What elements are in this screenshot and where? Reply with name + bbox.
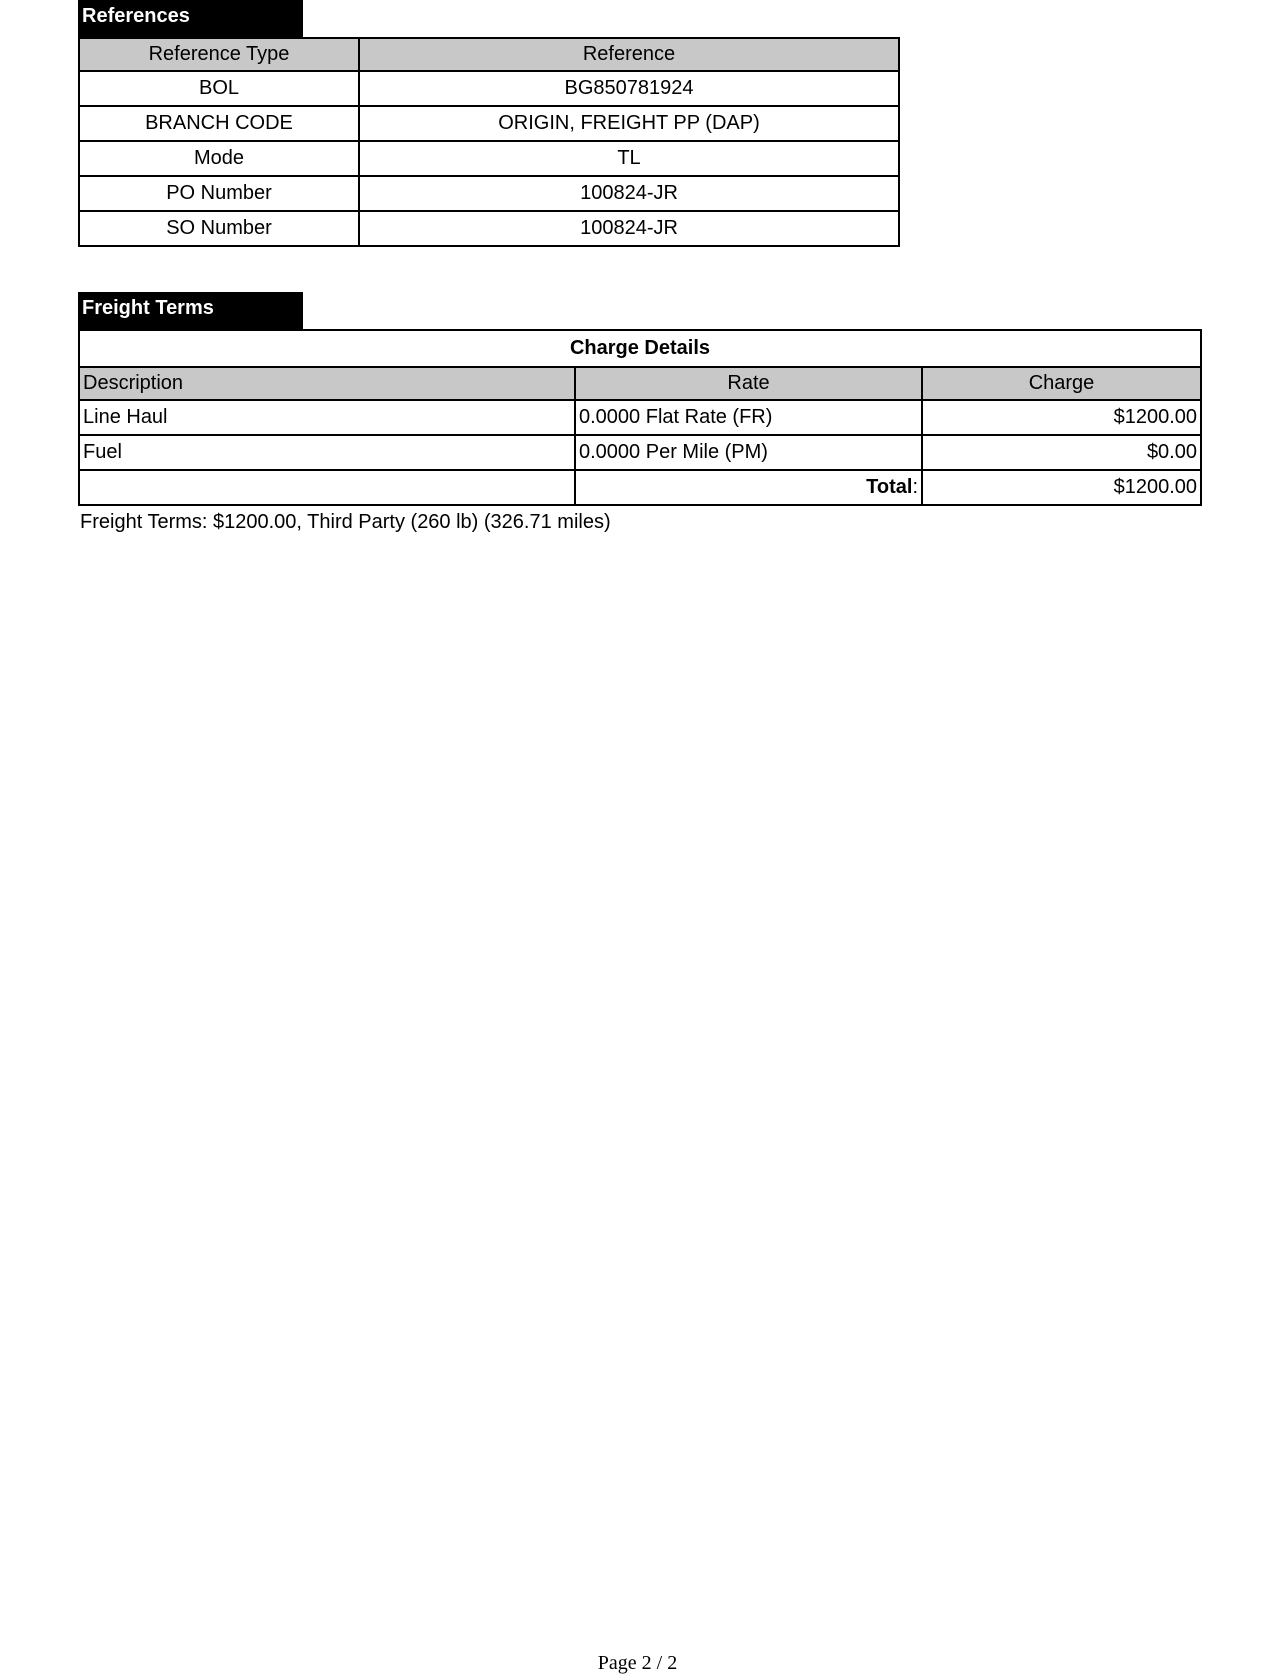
rate-header: Rate (575, 367, 922, 400)
total-label-cell (575, 470, 922, 505)
reference-header: Reference (359, 38, 899, 71)
charge-details-table (78, 329, 1202, 506)
total-empty-cell (79, 470, 575, 505)
reference-type-cell: BOL (79, 71, 359, 106)
charge-cell: $1200.00 (922, 400, 1201, 435)
reference-value-cell: TL (359, 141, 899, 176)
reference-type-header: Reference Type (79, 38, 359, 71)
table-row (79, 71, 899, 106)
references-header-row (79, 38, 899, 71)
freight-terms-summary: Freight Terms: $1200.00, Third Party (260 lb) (326.71 miles) (80, 511, 611, 533)
charge-header: Charge (922, 367, 1201, 400)
reference-value-cell: BG850781924 (359, 71, 899, 106)
charge-details-header-row (79, 367, 1201, 400)
total-value: $1200.00 (922, 470, 1201, 505)
page-number: Page 2 / 2 (597, 1652, 678, 1674)
table-row (79, 211, 899, 246)
description-cell: Fuel (79, 435, 575, 470)
reference-type-cell: Mode (79, 141, 359, 176)
references-header: References (78, 0, 303, 37)
reference-type-cell: PO Number (79, 176, 359, 211)
table-row (79, 435, 1201, 470)
reference-type-cell: BRANCH CODE (79, 106, 359, 141)
reference-type-cell: SO Number (79, 211, 359, 246)
description-header: Description (79, 367, 575, 400)
charge-details-title: Charge Details (79, 330, 1201, 367)
table-row (79, 400, 1201, 435)
table-row (79, 141, 899, 176)
references-table (78, 37, 900, 247)
rate-cell: 0.0000 Per Mile (PM) (575, 435, 922, 470)
freight-terms-header: Freight Terms (78, 292, 303, 329)
total-row (79, 470, 1201, 505)
table-row (79, 106, 899, 141)
rate-cell: 0.0000 Flat Rate (FR) (575, 400, 922, 435)
charge-cell: $0.00 (922, 435, 1201, 470)
charge-details-title-row (79, 330, 1201, 367)
reference-value-cell: 100824-JR (359, 211, 899, 246)
reference-value-cell: ORIGIN, FREIGHT PP (DAP) (359, 106, 899, 141)
description-cell: Line Haul (79, 400, 575, 435)
reference-value-cell: 100824-JR (359, 176, 899, 211)
total-colon: : (912, 476, 918, 498)
table-row (79, 176, 899, 211)
total-label: Total (866, 476, 913, 498)
